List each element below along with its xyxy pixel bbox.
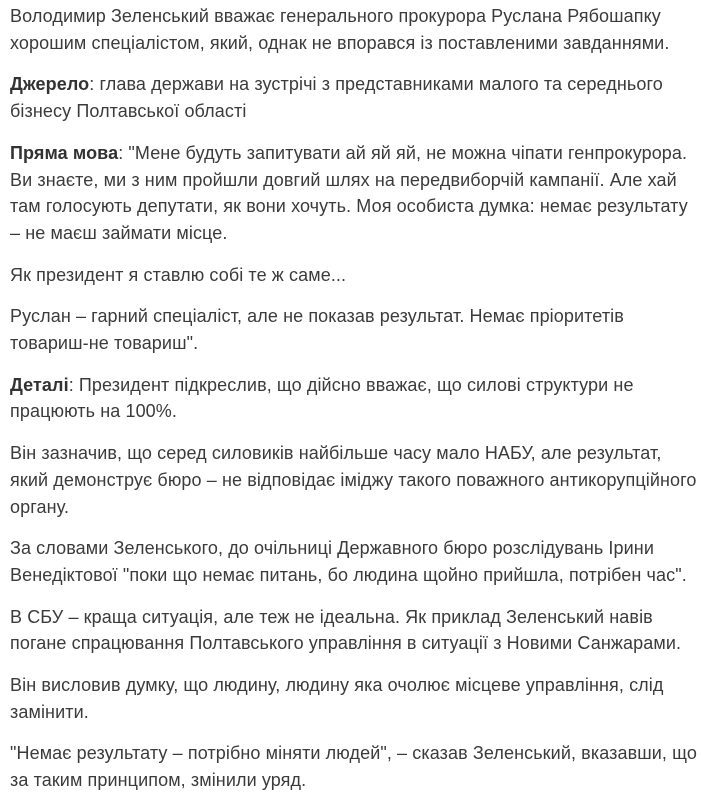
paragraph <box>10 604 697 657</box>
paragraph-text: Руслан – гарний спеціаліст, але не показав результат. Немає пріоритетів товариш-не товариш". <box>10 306 624 354</box>
paragraph-text: : Президент підкреслив, що дійсно вважає, що силові структури не працюють на 100%. <box>10 374 634 422</box>
paragraph-lead: Деталі <box>10 374 69 395</box>
paragraph <box>10 372 697 425</box>
paragraph-text: : "Мене будуть запитувати ай яй яй, не можна чіпати генпрокурора. Ви знаєте, ми з ним пройшли довгий шлях на передвиборчій кампанії. Але хай там голосують депутати, як вони хочуть. Моя особиста думка: немає результату – не маєш займати місце. <box>10 142 688 243</box>
paragraph-text: Він зазначив, що серед силовиків найбільше часу мало НАБУ, але результат, який демонструє бюро – не відповідає іміджу такого поважного антикорупційного органу. <box>10 443 697 517</box>
paragraph <box>10 535 697 588</box>
paragraph <box>10 140 697 247</box>
paragraph <box>10 440 697 520</box>
paragraph <box>10 71 697 124</box>
paragraph <box>10 262 697 289</box>
paragraph <box>10 303 697 356</box>
paragraph-text: За словами Зеленського, до очільниці Державного бюро розслідувань Ірини Венедіктової "поки що немає питань, бо людина щойно прийшла, потрібен час". <box>10 538 687 585</box>
paragraph <box>10 672 697 725</box>
paragraph-text: "Немає результату – потрібно міняти людей", – сказав Зеленський, вказавши, що за таким принципом, змінили уряд. <box>10 743 697 791</box>
paragraph-text: Володимир Зеленський вважає генерального прокурора Руслана Рябошапку хорошим спеціалістом, який, однак не впорався із поставленими завданнями. <box>10 6 670 53</box>
paragraph-text: В СБУ – краща ситуація, але теж не ідеальна. Як приклад Зеленський навів погане спрацювання Полтавського управління в ситуації з Новими Санжарами. <box>10 606 682 654</box>
paragraph <box>10 740 697 793</box>
paragraph-text: : глава держави на зустрічі з представниками малого та середнього бізнесу Полтавської області <box>10 74 663 122</box>
paragraph-lead: Джерело <box>10 74 90 95</box>
paragraph-text: Він висловив думку, що людину, людину яка очолює місцеве управління, слід замінити. <box>10 675 664 722</box>
paragraph-lead: Пряма мова <box>10 142 119 163</box>
paragraph <box>10 3 697 56</box>
paragraph-text: Як президент я ставлю собі те ж саме... <box>10 264 347 285</box>
